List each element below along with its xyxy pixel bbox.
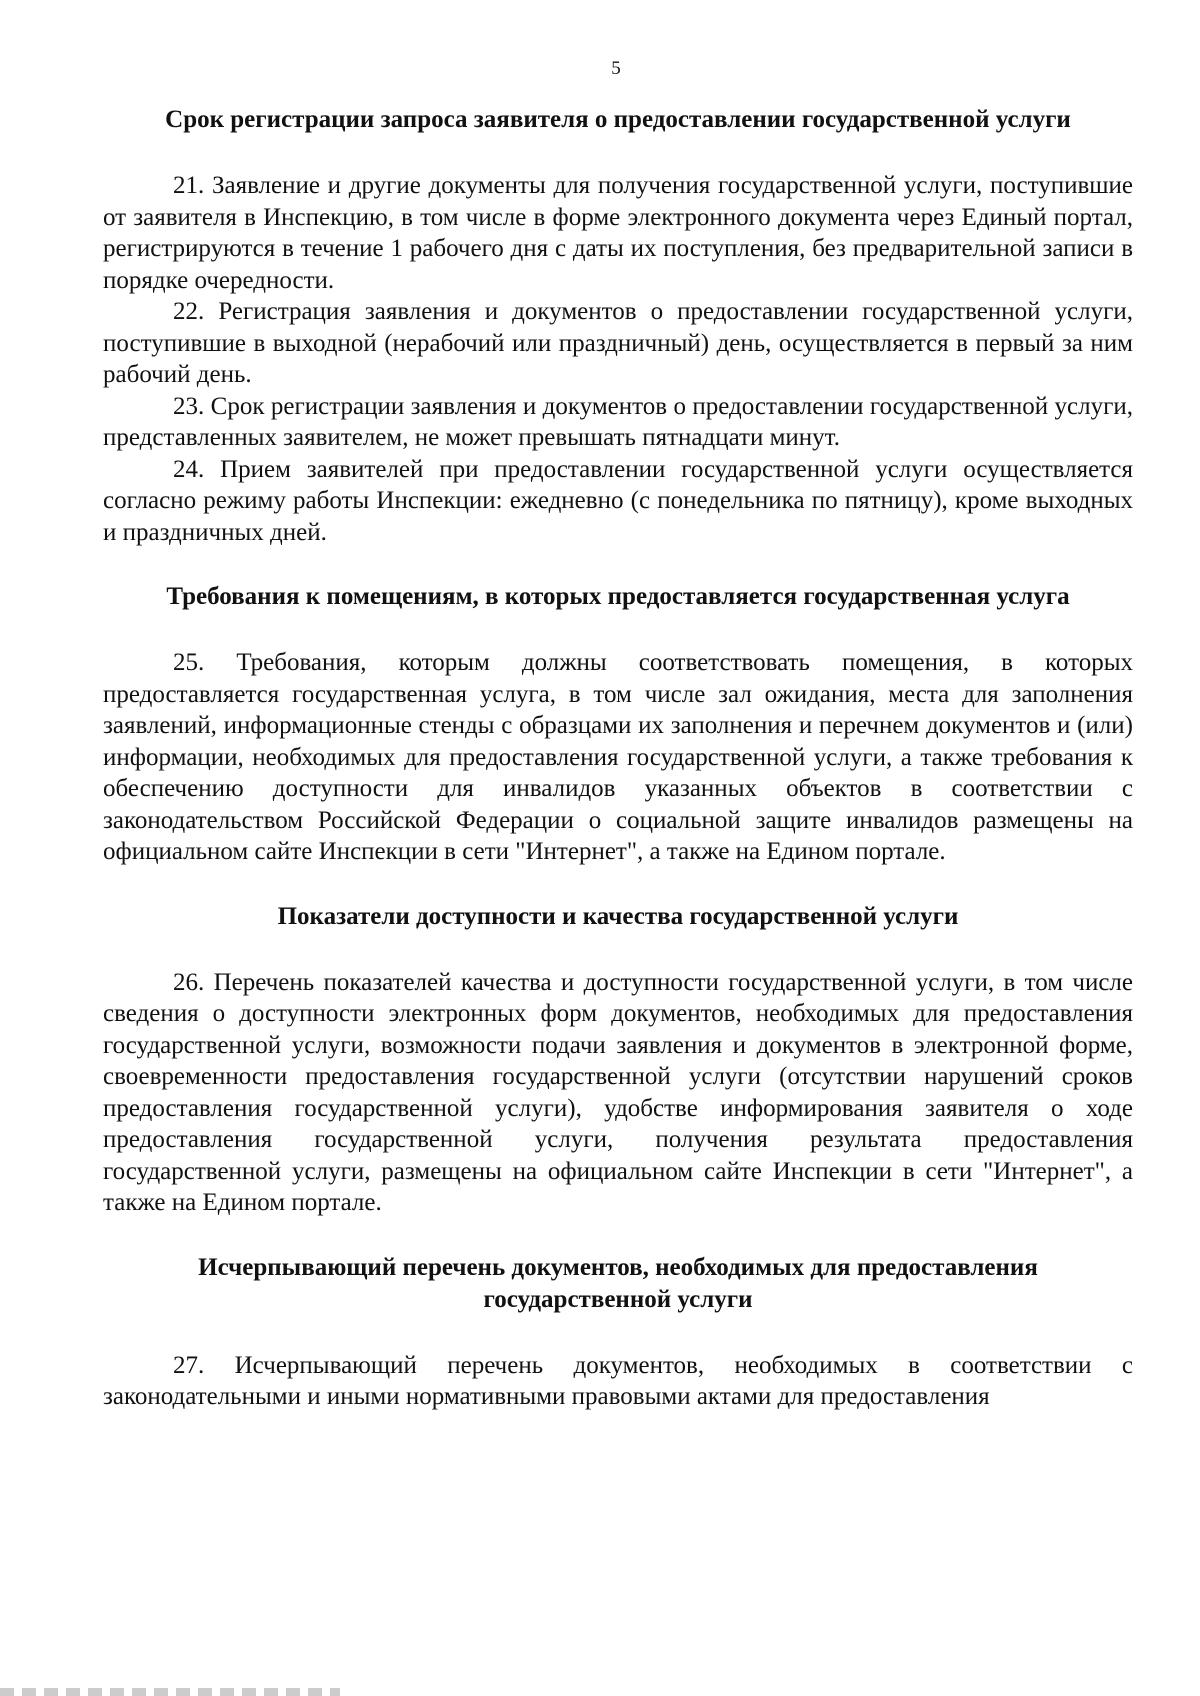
paragraph-27: 27. Исчерпывающий перечень документов, необходимых в соответствии с законодательными и иными нормативными правовыми актами для предоставления (103, 1351, 1133, 1410)
paragraph-21: 21. Заявление и другие документы для получения государственной услуги, поступившие от заявителя в Инспекцию, в том числе в форме электронного документа через Единый портал, регистрируются в течение 1 рабочего дня с даты их поступления, без предварительной записи в порядке очередности. (103, 172, 1133, 294)
section-heading-registration-term: Срок регистрации запроса заявителя о предоставлении государственной услуги (165, 106, 1071, 133)
section-heading-premises-requirements: Требования к помещениям, в которых предоставляется государственная услуга (166, 583, 1070, 610)
document-body (103, 104, 1133, 1413)
paragraph-22: 22. Регистрация заявления и документов о предоставлении государственной услуги, поступившие в выходной (нерабочий или праздничный) день, осуществляется в первый за ним рабочий день. (103, 298, 1133, 388)
bottom-scan-artifact (0, 1688, 340, 1696)
paragraph-23: 23. Срок регистрации заявления и документов о предоставлении государственной услуги, представленных заявителем, не может превышать пятнадцати минут. (103, 392, 1133, 451)
section-heading-documents-list: Исчерпывающий перечень документов, необходимых для предоставления государственной услуги (198, 1253, 1038, 1313)
page-number: 5 (611, 58, 621, 79)
paragraph-26: 26. Перечень показателей качества и доступности государственной услуги, в том числе сведения о доступности электронных форм документов, необходимых для предоставления государственной услуги, возможности подачи заявления и документов в электронной форме, своевременности предоставления государственной услуги (отсутствии нарушений сроков предоставления государственной услуги), удобстве информирования заявителя о ходе предоставления государственной услуги, получения результата предоставления государственной услуги, размещены на официальном сайте Инспекции в сети "Интернет", а также на Едином портале. (103, 968, 1133, 1216)
paragraph-25: 25. Требования, которым должны соответствовать помещения, в которых предоставляется государственная услуга, в том числе зал ожидания, места для заполнения заявлений, информационные стенды с образцами их заполнения и перечнем документов и (или) информации, необходимых для предоставления государственной услуги, а также требования к обеспечению доступности для инвалидов указанных объектов в соответствии с законодательством Российской Федерации о социальной защите инвалидов размещены на официальном сайте Инспекции в сети "Интернет", а также на Едином портале. (103, 649, 1133, 865)
section-heading-quality-indicators: Показатели доступности и качества государственной услуги (277, 902, 959, 930)
paragraph-24: 24. Прием заявителей при предоставлении государственной услуги осуществляется согласно режиму работы Инспекции: ежедневно (с понедельника по пятницу), кроме выходных и праздничных дней. (103, 455, 1133, 546)
